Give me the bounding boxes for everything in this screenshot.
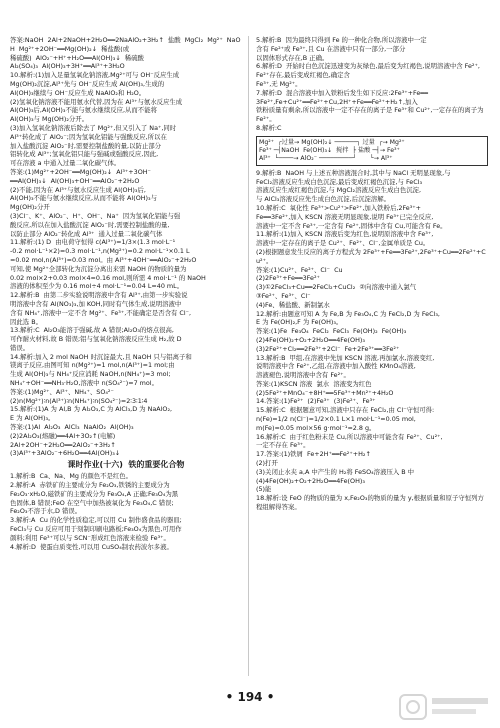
text-line: FeCl₃与 Cu 反应可用于刻制印刷电路板;Fe₃O₄为黑色,可用作 xyxy=(10,525,182,534)
text-line: 颜料;利用 Fe³⁺可以与 SCN⁻形成红色溶液来检验 Fe³⁺。 xyxy=(10,533,170,542)
text-line: Al(OH)₃后,Al(OH)₃不能与氨水继续反应,从而不能将 xyxy=(10,106,157,115)
text-line: -0.2 mol·L⁻¹×2)=0.3 mol·L⁻¹,n(Mg²⁺)=0.2 mol·L⁻¹×0.1 L xyxy=(10,247,190,256)
text-line: 以防止部分 AlO₂⁻转化成 Al³⁺ 通入过量二氧化碳气体 xyxy=(10,229,163,238)
text-line: E 为 Fe(OH)₂,F 为 Fe(OH)₃。 xyxy=(256,318,343,327)
text-line: 铁粉质量有剩余,所以溶液中一定不存在的离子是 Fe³⁺和 Cu²⁺,一定存在的离子为 xyxy=(256,106,484,115)
text-line: 答案:NaOH 2Al+2NaOH+2H₂O══2NaAlO₂+3H₂↑ 盐酸 MgCl₂ Mg²⁺ NaOH Mg²⁺+2OH⁻══Mg(OH)₂↓ 稀盐酸(或 xyxy=(10,36,241,53)
text-line: Fe₂O₃不溶于水,D 错误。 xyxy=(10,507,82,516)
text-line: 17.答案:(1)铁屑 Fe+2H⁺══Fe²⁺+H₂↑ xyxy=(256,450,371,459)
flow-diagram-line: Mg²⁺ ┌过量→ Mg(OH)₂↓ ──────┐ 过量 ┌→ Mg²⁺ xyxy=(259,138,405,146)
text-line: ══Al(OH)₃↓ Al(OH)₃+OH⁻══AlO₂⁻+2H₂O xyxy=(10,176,140,185)
text-line: FeCl₂溶液反应生成白色沉淀,最后变成红褐色沉淀,与 FeCl₃ xyxy=(256,177,423,186)
text-line: 说明溶液中含 Fe²⁺,乙组,在溶液中加入酸性 KMnO₄溶液, xyxy=(256,362,416,371)
text-line: 7.解析:D 混合溶液中加入铁粉后发生如下反应:2Fe³⁺+Fe══ xyxy=(256,88,428,97)
text-line: 酸反应,所以在加入盐酸沉淀 AlO₂⁻时,需要控制盐酸的量, xyxy=(10,220,170,229)
text-line: Mg(OH)₂分开 xyxy=(10,203,50,212)
text-line: E 为 Al(OH)₃。 xyxy=(10,414,55,423)
text-line: 答案:(1)Mg²⁺+2OH⁻══Mg(OH)₂↓ Al³⁺+3OH⁻ xyxy=(10,167,151,176)
text-line: 溶液中一定存在的离子是 Cu²⁺、Fe²⁺、Cl⁻,金属单质是 Cu。 xyxy=(256,239,430,248)
text-line: 答案:(1)Mg²⁺、Al³⁺、NH₄⁺、SO₄²⁻ xyxy=(10,387,114,396)
text-line: 12.解析:B 由第二步实验说明溶液中含有 Al³⁺,由第一步实验说 xyxy=(10,291,188,300)
text-line: 1.解析:B Ca、Na、Mg 的颜色不是红色。 xyxy=(10,472,133,481)
flow-diagram-line: Fe³⁺ ─┤NaOH Fe(OH)₃↓ 搅拌 ├ 盐酸 ─┤→ Fe³⁺ xyxy=(259,146,400,154)
column-divider xyxy=(248,36,249,676)
text-line: 9.解析:B NaOH 与上述五种溶液混合时,其中与 NaCl 无明显现象,与 xyxy=(256,168,451,177)
text-line: 答案:(1)Al Al₂O₃ AlCl₃ NaAlO₂ Al(OH)₃ xyxy=(10,423,134,432)
text-line: (4)Fe、稀盐酸、新制氯水 xyxy=(256,300,330,309)
text-line: 0.02 mol×2+0.03 mol×4=0.16 mol,则所需 4 mol·L⁻¹ 的 NaOH xyxy=(10,273,206,282)
text-line: 可知,使 Mg²⁺全部转化为沉淀分离出来需 NaOH 的物质的量为 xyxy=(10,264,187,273)
text-line: (3)Al³⁺+3AlO₂⁻+6H₂O══4Al(OH)₃↓ xyxy=(10,449,121,458)
text-line: 15.解析:C 根据题意可知,溶液中只存在 FeCl₂,由 Cl⁻守恒可得: xyxy=(256,406,435,415)
text-line: 16.解析:C 由于红色粉末是 Cu,所以溶液中可能含有 Fe²⁺、Cu²⁺, xyxy=(256,432,443,441)
text-line: 溶液的体积至少为 0.16 mol÷4 mol·L⁻¹=0.04 L=40 mL。 xyxy=(10,282,184,291)
text-line: 可作耐火材料,故 B 错误;铝与氢氧化钠溶液反应生成 H₂,故 D xyxy=(10,335,182,344)
text-line: 生成 Al(OH)₃与 NH₄⁺反应消耗 NaOH,n(NH₄⁺)=3 mol; xyxy=(10,370,171,379)
text-line: (2)2Al₂O₃(熔融)══4Al+3O₂↑(电解) xyxy=(10,431,116,440)
text-line: 答案:(1)KSCN 溶液 氯水 溶液变为红色 xyxy=(256,379,372,388)
text-line: 答案:(1)Cu²⁺、Fe²⁺、Cl⁻ Cu xyxy=(256,265,343,274)
flow-diagram-line: Al³⁺ └────→ AlO₂⁻ ─────────┘ └→ Al³⁺ xyxy=(259,154,393,162)
text-line: 13.解析:B 甲组,在溶液中先加 KSCN 溶液,再加氯水,溶液变红, xyxy=(256,353,435,362)
text-line: 6.解析:D 开始时白色沉淀迅速变为灰绿色,最后变为红褐色,说明溶液中含 Fe²⁺, xyxy=(256,62,480,71)
text-line: (4)4Fe(OH)₂+O₂+2H₂O══4Fe(OH)₃ xyxy=(256,476,365,485)
text-line: 4.解析:D 使蛋白质变性,可以用 CuSO₄制农药波尔多液。 xyxy=(10,542,173,551)
text-line: 11.解析:(1) D 由电荷守恒得 c(Al³⁺)=1/3×(1.3 mol·L⁻¹ xyxy=(10,238,176,247)
text-line: (2)2Fe³⁺+Fe══3Fe²⁺ xyxy=(256,274,320,283)
text-line: 一定不存在 Fe³⁺。 xyxy=(256,441,310,450)
text-line: 11.解析:(1)加入 KSCN 溶液后变为红色,说明原溶液中含 Fe³⁺, xyxy=(256,230,434,239)
text-line: Fe²⁺。 xyxy=(256,115,276,124)
text-line: 14.解析:加入 2 mol NaOH 时沉淀最大,且 NaOH 只与铝离子和 xyxy=(10,352,192,361)
text-line: (2)根据题意发生反应的离子方程式为 2Fe³⁺+Fe══3Fe²⁺,2Fe³⁺+Cu══2Fe²⁺+Cu²⁺。 xyxy=(256,247,486,265)
text-line: 溶液褪色,说明溶液中含有 Fe²⁺。 xyxy=(256,371,350,380)
text-line: NH₄⁺+OH⁻══NH₃·H₂O,溶液中 n(SO₄²⁻)=7 mol。 xyxy=(10,379,158,388)
text-line: Mg(OH)₂沉淀,Al³⁺先与 OH⁻反应生成 Al(OH)₃,生成的 xyxy=(10,79,165,88)
watermark-stamp-icon xyxy=(398,692,494,722)
text-line: Al₂(SO₄)₃ Al(OH)₃+3H⁺══Al³⁺+3H₂O xyxy=(10,62,125,71)
text-line: (2)5Fe²⁺+MnO₄⁻+8H⁺══5Fe³⁺+Mn²⁺+4H₂O xyxy=(256,388,394,397)
text-line: (3)关闭止水夹 a,A 中产生的 H₂将 FeSO₄溶液压入 B 中 xyxy=(256,467,415,476)
text-line: 5.解析:B 因为最终只得到 Fe 的一种化合物,所以溶液中一定 xyxy=(256,36,427,44)
text-line: (3)加入氢氧化钠溶液后除去了 Mg²⁺,但又引入了 Na⁺,同时 xyxy=(10,123,177,132)
text-line: Al³⁺转化成了 AlO₂⁻;因为氢氧化铝能与强酸反应,所以在 xyxy=(10,132,167,141)
text-line: ③Fe²⁺、Fe³⁺、Cl⁻ xyxy=(256,291,311,300)
text-line: 以固体形式存在,B 正确。 xyxy=(256,53,329,62)
text-line: Fe³⁺,无 Mg²⁺。 xyxy=(256,79,302,88)
text-line: 含有 NH₄⁺,溶液中一定不含 Mg²⁺、Fe³⁺,不能确定是否含有 Cl⁻, xyxy=(10,308,192,317)
text-line: 13.解析:C Al₂O₃能溶于强碱,故 A 错误;Al₂O₃的熔点很高, xyxy=(10,326,174,335)
text-line: Al(OH)₃不能与氨水继续反应,从而不能将 Al(OH)₃与 xyxy=(10,194,157,203)
text-line: 答案:(1)Fe Fe₃O₄ FeCl₂ FeCl₃ Fe(OH)₂ Fe(OH)₃ xyxy=(256,327,407,336)
text-line: 8.解析:C xyxy=(256,123,282,132)
text-line: 因此选 B。 xyxy=(10,317,42,326)
text-line: (3)2Fe²⁺+Cl₂══2Fe³⁺+2Cl⁻ Fe+2Fe³⁺══3Fe²⁺ xyxy=(256,344,400,353)
text-line: 可在溶液 a 中通入过量二氧化碳气体。 xyxy=(10,159,121,168)
text-line: 加入盐酸沉淀 AlO₂⁻时,需要控制盐酸的量,以防止部分 xyxy=(10,141,162,150)
text-line: =0.02 mol,n(Al³⁺)=0.03 mol。由 Al³⁺+4OH⁻══AlO₂⁻+2H₂O xyxy=(10,255,197,264)
text-line: 12.解析:由题意可知 A 为 Fe,B 为 Fe₃O₄,C 为 FeCl₂,D 为 FeCl₃, xyxy=(256,309,440,318)
text-line: 溶液反应生成红褐色沉淀,与 MgCl₂溶液反应生成白色沉淀, xyxy=(256,186,422,195)
text-line: 铝转化成 Al³⁺;氢氧化铝只能与强碱或强酸反应,因此, xyxy=(10,150,159,159)
text-line: 明溶液中含有 Al(NO₃)₃,加 KOH,同时有气体生成,说明溶液中 xyxy=(10,299,182,308)
text-line: (3)Cl⁻、K⁺、AlO₂⁻、H⁺、OH⁻、Na⁺ 因为氢氧化铝能与强 xyxy=(10,211,181,220)
text-line: 3.解析:A Cu 的化学性质稳定,可以用 Cu 制作盛食品的器皿; xyxy=(10,516,182,525)
page-number: • 194 • xyxy=(225,690,275,704)
text-line: 14.答案:(1)Fe²⁺ (2)Fe³⁺ (3)Fe²⁺、Fe³⁺ xyxy=(256,397,376,406)
text-line: (5)能 xyxy=(256,485,272,494)
text-line: 稀硫酸) AlO₂⁻+H⁺+H₂O══Al(OH)₃↓ 稀硫酸 xyxy=(10,53,144,62)
text-line: (2)n(Mg²⁺)∶n(Al³⁺)∶n(NH₄⁺)∶n(SO₄²⁻)=2∶3∶1∶4 xyxy=(10,396,148,405)
text-line: 含有 Fe²⁺或 Fe³⁺,且 Cu 在溶液中只有一部分,一部分 xyxy=(256,44,406,53)
text-line: n(Fe)=1/2 n(Cl⁻)=1/2×0.1 L×1 mol·L⁻¹=0.05 mol, xyxy=(256,415,416,424)
text-line: 镁离子反应,由图可知 n(Mg²⁺)=1 mol,n(Al³⁺)=1 mol;由 xyxy=(10,361,175,370)
text-line: 10.解析:(1)加入足量氢氧化钠溶液,Mg²⁺可与 OH⁻反应生成 xyxy=(10,71,180,80)
text-line: Fe²⁺存在,最后变成红褐色,确定含 xyxy=(256,71,350,80)
section-heading: 课时作业(十六) 铁的重要化合物 xyxy=(67,460,185,470)
text-line: Fe₂O₃·xH₂O,磁铁矿的主要成分为 Fe₃O₄,A 正确;Fe₃O₄为黑 xyxy=(10,489,179,498)
text-line: 15.解析:(1)A 为 Al,B 为 Al₂O₃,C 为 AlCl₃,D 为 NaAlO₂, xyxy=(10,405,173,414)
text-line: 与 AlCl₃溶液反应先生成白色沉淀,后沉淀溶解。 xyxy=(256,195,391,204)
text-line: (2)4Fe(OH)₂+O₂+2H₂O══4Fe(OH)₃ xyxy=(256,335,365,344)
text-line: 错误。 xyxy=(10,343,30,352)
text-line: (2)打开 xyxy=(256,459,278,468)
flow-diagram xyxy=(256,136,488,166)
text-line: (3)①2FeCl₃+Cu══2FeCl₂+CuCl₂ ②向溶液中通入氯气 xyxy=(256,283,417,292)
text-line: Al(OH)₃继续与 OH⁻反应生成 NaAlO₂和 H₂O。 xyxy=(10,88,146,97)
text-line: 18.解析:设 FeO 的物质的量为 x,Fe₂O₃的物质的量为 y,根据质量和原子守恒列方程组解得答案。 xyxy=(256,494,484,512)
text-line: (2)氢氧化钠溶液不能用氨水代替,因为在 Al³⁺与氨水反应生成 xyxy=(10,97,183,106)
text-line: (2)不能,因为在 Al³⁺与氨水反应生成 Al(OH)₃后, xyxy=(10,185,146,194)
text-line: 2Al+2OH⁻+2H₂O══2AlO₂⁻+3H₂↑ xyxy=(10,440,116,449)
text-line: Al(OH)₃与 Mg(OH)₂分开。 xyxy=(10,115,89,124)
text-line: Fe══3Fe²⁺,加入 KSCN 溶液无明显现象,说明 Fe³⁺已完全反应, xyxy=(256,212,434,221)
right-column xyxy=(256,36,488,512)
text-line: m(Fe)=0.05 mol×56 g·mol⁻¹=2.8 g。 xyxy=(256,423,376,432)
text-line: 色固体,B 错误;FeO 在空气中加热被氧化为 Fe₃O₄,C 错误; xyxy=(10,498,174,507)
left-column xyxy=(10,36,242,551)
text-line: 3Fe²⁺,Fe+Cu²⁺══Fe²⁺+Cu,2H⁺+Fe══Fe²⁺+H₂↑,加入 xyxy=(256,97,418,106)
text-line: 2.解析:A 赤铁矿的主要成分为 Fe₂O₃,铁锈的主要成分为 xyxy=(10,481,170,490)
text-line: 10.解析:C 氧化性 Fe³⁺>Cu²⁺>Fe²⁺,加入铁粉后,2Fe³⁺+ xyxy=(256,203,421,212)
text-line: 溶液中一定不含 Fe³⁺,一定含有 Fe²⁺,固体中含有 Cu,可能含有 Fe。 xyxy=(256,221,447,230)
